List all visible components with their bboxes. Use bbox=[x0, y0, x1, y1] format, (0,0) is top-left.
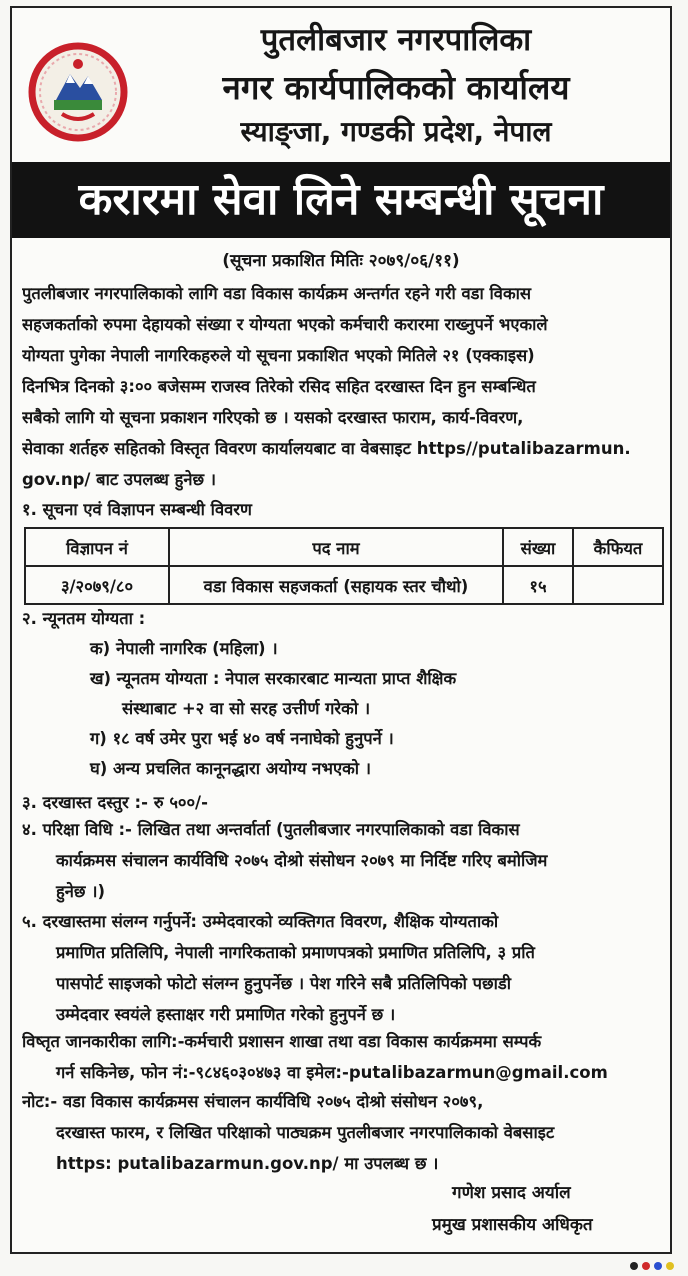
section-3-fee: ३. दरखास्त दस्तुर :- रु ५००/- bbox=[22, 793, 208, 812]
qualification-item: घ) अन्य प्रचलित कानूनद्धारा अयोग्य नभएको । bbox=[90, 759, 372, 778]
qualification-item: ख) न्यूनतम योग्यता : नेपाल सरकारबाट मान्यता प्राप्त शैक्षिक bbox=[90, 669, 457, 688]
table-cell: ३/२०७९/८० bbox=[25, 566, 169, 604]
section-1-title: १. सूचना एवं विज्ञापन सम्बन्धी विवरण bbox=[22, 500, 252, 519]
contact-line: गर्न सकिनेछ, फोन नं:-९८४६०३०४७३ वा इमेल:-putalibazarmun@gmail.com bbox=[56, 1063, 608, 1082]
notice-header bbox=[12, 8, 670, 160]
exam-line: हुनेछ ।) bbox=[56, 882, 106, 901]
documents-line: उम्मेदवार स्वयंले हस्ताक्षर गरी प्रमाणित गरेको हुनुपर्ने छ । bbox=[56, 1005, 396, 1024]
column-header: संख्या bbox=[503, 528, 573, 566]
color-dots-decoration bbox=[630, 1262, 674, 1270]
documents-line: ५. दरखास्तमा संलग्न गर्नुपर्ने: उम्मेदवारको व्यक्तिगत विवरण, शैक्षिक योग्यताको bbox=[22, 912, 499, 931]
contact-line: विष्तृत जानकारीका लागि:-कर्मचारी प्रशासन शाखा तथा वडा विकास कार्यक्रममा सम्पर्क bbox=[22, 1032, 542, 1051]
qualification-item: ग) १८ वर्ष उमेर पुरा भई ४० वर्ष ननाघेको हुनुपर्ने । bbox=[90, 729, 394, 748]
intro-line: सेवाका शर्तहरु सहितको विस्तृत विवरण कार्यालयबाट वा वेबसाइट https//putalibazarmun. bbox=[22, 439, 631, 458]
section-2-title: २. न्यूनतम योग्यता : bbox=[22, 609, 146, 628]
publication-date: (सूचना प्रकाशित मितिः २०७९/०६/११) bbox=[222, 251, 460, 271]
note-line: https: putalibazarmun.gov.np/ मा उपलब्ध छ । bbox=[56, 1154, 439, 1173]
dot-icon bbox=[630, 1262, 638, 1270]
documents-line: पासपोर्ट साइजको फोटो संलग्न हुनुपर्नेछ । पेश गरिने सबै प्रतिलिपिको पछाडी bbox=[56, 974, 511, 993]
column-header: कैफियत bbox=[573, 528, 663, 566]
table-cell: वडा विकास सहजकर्ता (सहायक स्तर चौथो) bbox=[169, 566, 503, 604]
table-row bbox=[25, 566, 663, 604]
qualification-item: क) नेपाली नागरिक (महिला) । bbox=[90, 639, 278, 658]
intro-paragraph bbox=[22, 278, 666, 495]
office-address: स्याङ्जा, गण्डकी प्रदेश, नेपाल bbox=[240, 115, 552, 148]
column-header: पद नाम bbox=[169, 528, 503, 566]
exam-line: कार्यक्रमस संचालन कार्यविधि २०७५ दोश्रो संसोधन २०७९ मा निर्दिष्ट गरिए बमोजिम bbox=[56, 851, 548, 870]
municipality-name: पुतलीबजार नगरपालिका bbox=[260, 22, 532, 58]
signatory-title: प्रमुख प्रशासकीय अधिकृत bbox=[432, 1215, 593, 1235]
qualification-item: संस्थाबाट +२ वा सो सरह उत्तीर्ण गरेको । bbox=[122, 699, 371, 718]
section-4-exam bbox=[22, 814, 666, 907]
exam-line: ४. परिक्षा विधि :- लिखित तथा अन्तर्वार्ता (पुतलीबजार नगरपालिकाको वडा विकास bbox=[22, 820, 520, 839]
dot-icon bbox=[666, 1262, 674, 1270]
intro-line: सहजकर्ताको रुपमा देहायको संख्या र योग्यता भएको कर्मचारी करारमा राख्नुपर्ने भएकाले bbox=[22, 315, 548, 334]
note-paragraph bbox=[22, 1086, 666, 1179]
notice-title-banner: करारमा सेवा लिने सम्बन्धी सूचना bbox=[12, 162, 670, 238]
dot-icon bbox=[654, 1262, 662, 1270]
intro-line: दिनभित्र दिनको ३:०० बजेसम्म राजस्व तिरेको रसिद सहित दरखास्त दिन हुन सम्बन्धित bbox=[22, 377, 536, 396]
note-line: नोट:- वडा विकास कार्यक्रमस संचालन कार्यविधि २०७५ दोश्रो संसोधन २०७९, bbox=[22, 1092, 484, 1111]
table-header-row bbox=[25, 528, 663, 566]
vacancy-table bbox=[24, 527, 664, 605]
table-cell: १५ bbox=[503, 566, 573, 604]
contact-info bbox=[22, 1026, 666, 1088]
note-line: दरखास्त फारम, र लिखित परिक्षाको पाठ्यक्रम पुतलीबजार नगरपालिकाको वेबसाइट bbox=[56, 1123, 555, 1142]
intro-line: सबैको लागि यो सूचना प्रकाशन गरिएको छ । यसको दरखास्त फाराम, कार्य-विवरण, bbox=[22, 408, 524, 427]
signatory-name: गणेश प्रसाद अर्याल bbox=[452, 1183, 571, 1203]
notice-frame bbox=[10, 6, 672, 1254]
documents-line: प्रमाणित प्रतिलिपि, नेपाली नागरिकताको प्रमाणपत्रको प्रमाणित प्रतिलिपि, ३ प्रति bbox=[56, 943, 535, 962]
column-header: विज्ञापन नं bbox=[25, 528, 169, 566]
office-name: नगर कार्यपालिकको कार्यालय bbox=[222, 68, 570, 107]
intro-line: gov.np/ बाट उपलब्ध हुनेछ । bbox=[22, 470, 217, 489]
intro-line: योग्यता पुगेका नेपाली नागरिकहरुले यो सूचना प्रकाशित भएको मितिले २१ (एक्काइस) bbox=[22, 346, 535, 365]
section-5-documents bbox=[22, 906, 666, 1030]
dot-icon bbox=[642, 1262, 650, 1270]
intro-line: पुतलीबजार नगरपालिकाको लागि वडा विकास कार्यक्रम अन्तर्गत रहने गरी वडा विकास bbox=[22, 284, 532, 303]
nepal-emblem-icon bbox=[28, 42, 128, 142]
table-cell bbox=[573, 566, 663, 604]
